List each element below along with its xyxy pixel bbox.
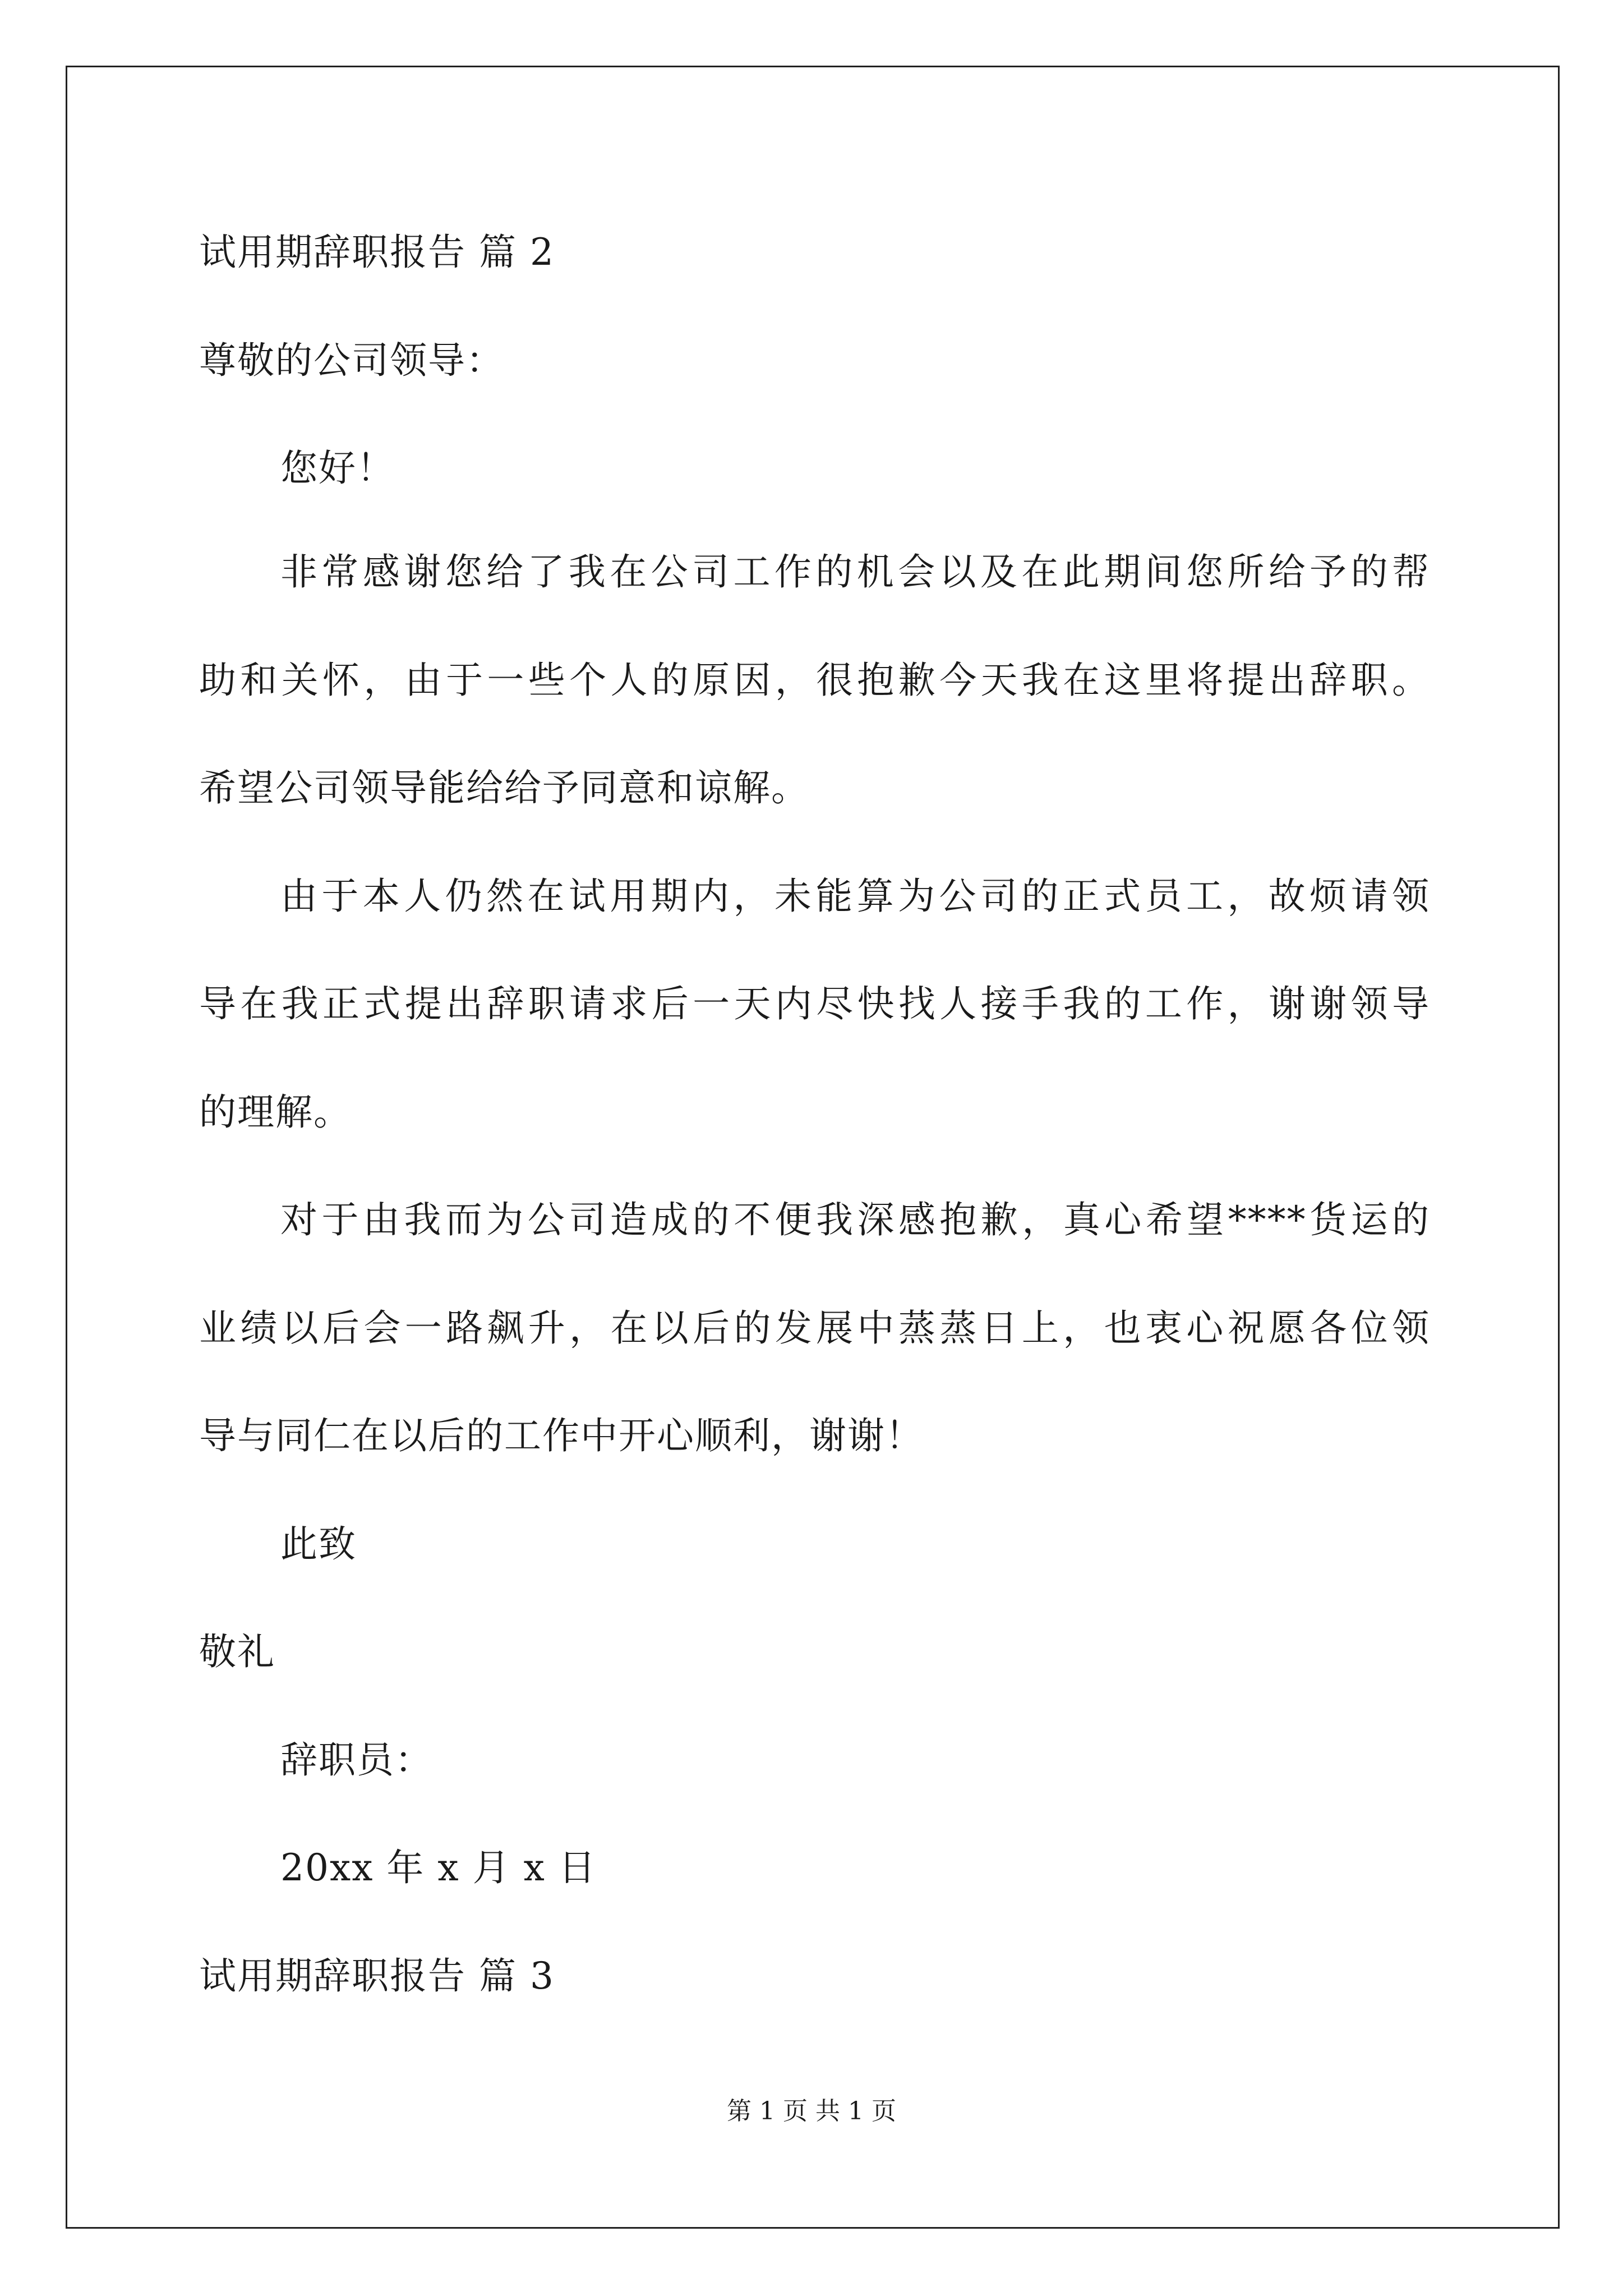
salutation: 尊敬的公司领导：: [199, 339, 504, 382]
closing-ci-zhi: 此致: [280, 1522, 357, 1566]
paragraph-3-line-2: 业绩以后会一路飙升，在以后的发展中蒸蒸日上，也衷心祝愿各位领: [199, 1306, 1430, 1350]
section-heading-2: 试用期辞职报告 篇 2: [199, 231, 555, 274]
closing-jing-li: 敬礼: [199, 1630, 275, 1673]
paragraph-2-line-1: 由于本人仍然在试用期内，未能算为公司的正式员工，故烦请领: [280, 875, 1430, 918]
paragraph-3-line-1: 对于由我而为公司造成的不便我深感抱歉，真心希望****货运的: [280, 1198, 1430, 1241]
page-frame: [66, 66, 1560, 2229]
paragraph-2-line-2: 导在我正式提出辞职请求后一天内尽快找人接手我的工作，谢谢领导: [199, 982, 1430, 1025]
date-line: 20xx 年 x 月 x 日: [280, 1846, 597, 1889]
paragraph-1-line-1: 非常感谢您给了我在公司工作的机会以及在此期间您所给予的帮: [280, 550, 1430, 593]
paragraph-1-line-2: 助和关怀，由于一些个人的原因，很抱歉今天我在这里将提出辞职。: [199, 659, 1430, 702]
page-footer: 第 1 页 共 1 页: [727, 2097, 896, 2125]
signature-label: 辞职员：: [280, 1738, 433, 1782]
paragraph-3-line-3: 导与同仁在以后的工作中开心顺利，谢谢！: [199, 1414, 924, 1457]
section-heading-3: 试用期辞职报告 篇 3: [199, 1954, 555, 1998]
paragraph-1-line-3: 希望公司领导能给给予同意和谅解。: [199, 766, 809, 809]
paragraph-2-line-3: 的理解。: [199, 1091, 352, 1134]
greeting: 您好！: [280, 447, 395, 490]
